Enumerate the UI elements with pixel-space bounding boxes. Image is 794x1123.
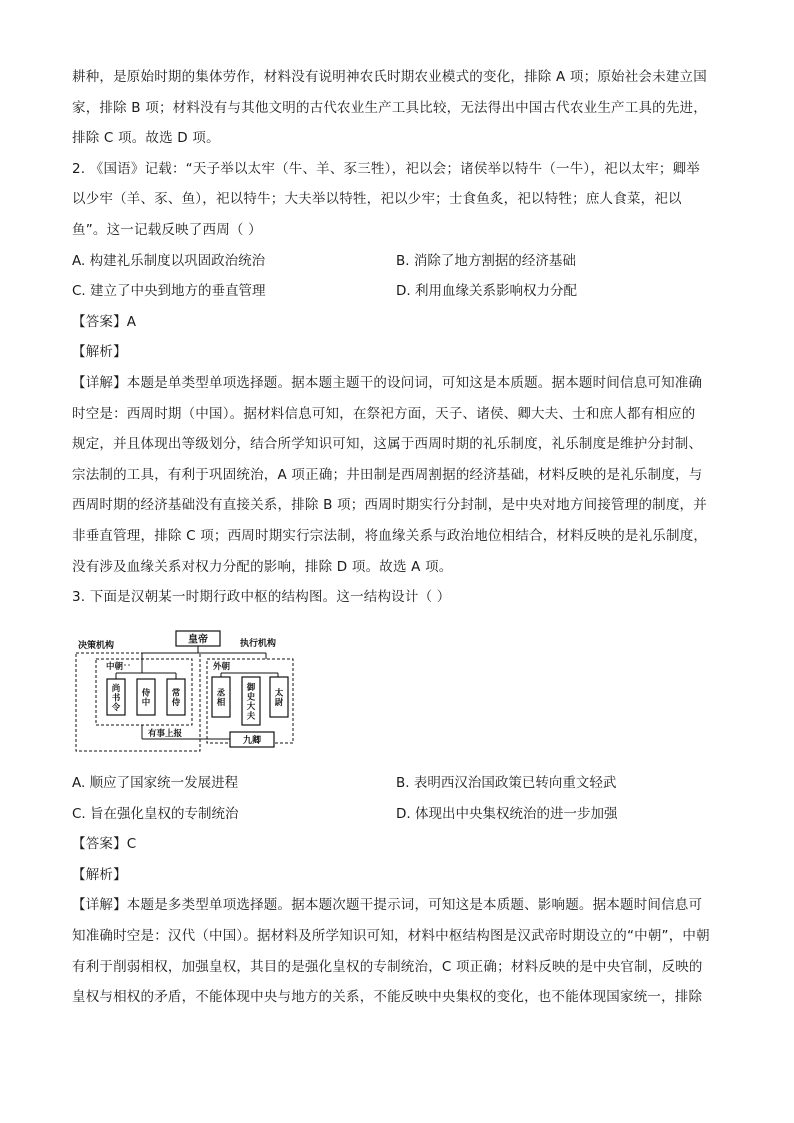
inner-member-label: 书 bbox=[111, 693, 121, 704]
q3-detail-line: 有利于削弱相权，加强皇权，其目的是强化皇权的专制统治，C 项正确；材料反映的是中央官制，反映的 bbox=[72, 958, 703, 975]
q2-option-d: D. 利用血缘关系影响权力分配 bbox=[396, 283, 577, 300]
outer-member-label: 夫 bbox=[246, 711, 256, 722]
q2-stem-line: 以少牢（羊、豕、鱼），祀以特牛；大夫举以特牲，祀以少牢；士食鱼炙，祀以特牲；庶人食菜，祀以 bbox=[72, 191, 682, 208]
inner-member-label: 中 bbox=[141, 698, 151, 708]
q2-stem-line: 鱼”。这一记载反映了西周（ ） bbox=[72, 221, 262, 238]
intro-line: 排除 C 项。故选 D 项。 bbox=[72, 130, 220, 147]
q3-answer: 【答案】C bbox=[72, 836, 137, 853]
outer-member-label: 太 bbox=[274, 688, 284, 699]
outer-court-label: 外朝 bbox=[213, 662, 231, 672]
outer-member-label: 大 bbox=[246, 702, 256, 712]
report-label: 有事上报 bbox=[148, 729, 183, 739]
q2-option-b: B. 消除了地方割据的经济基础 bbox=[396, 252, 576, 269]
q3-option-c: C. 旨在强化皇权的专制统治 bbox=[72, 805, 239, 822]
intro-line: 家，排除 B 项；材料没有与其他文明的古代农业生产工具比较，无法得出中国古代农业生产工具的先进， bbox=[72, 99, 707, 116]
q3-detail-line: 【详解】本题是多类型单项选择题。据本题次题干提示词，可知这是本质题、影响题。据本题时间信息可 bbox=[72, 897, 703, 914]
q3-option-b: B. 表明西汉治国政策已转向重文轻武 bbox=[396, 775, 617, 791]
han-structure-diagram bbox=[72, 627, 308, 757]
outer-member-label: 尉 bbox=[274, 698, 284, 708]
inner-member-label: 常 bbox=[171, 688, 181, 699]
q3-option-row bbox=[72, 768, 727, 799]
exec-org-label: 执行机构 bbox=[240, 639, 277, 649]
nine-ministers-label: 九卿 bbox=[242, 736, 262, 746]
q2-detail-line: 规定，并且体现出等级划分，结合所学知识可知，这属于西周时期的礼乐制度，礼乐制度是维护分封制、 bbox=[72, 436, 703, 453]
q2-option-a: A. 构建礼乐制度以巩固政治统治 bbox=[72, 252, 266, 269]
q2-detail-line: 非垂直管理，排除 C 项；西周时期实行宗法制，将血缘关系与政治地位相结合，材料反映的是礼乐制度， bbox=[72, 527, 708, 544]
outer-member-label: 史 bbox=[246, 692, 256, 703]
inner-member-label: 侍 bbox=[141, 688, 151, 699]
inner-court-label: 中朝 bbox=[106, 662, 124, 672]
q3-option-a: A. 顺应了国家统一发展进程 bbox=[72, 775, 239, 791]
q2-analysis-heading: 【解析】 bbox=[72, 344, 127, 361]
intro-line: 耕种，是原始时期的集体劳作，材料没有说明神农氏时期农业模式的变化，排除 A 项；原始社会未建立国 bbox=[72, 69, 707, 85]
inner-member-label: 令 bbox=[111, 702, 121, 713]
outer-member-label: 相 bbox=[216, 698, 226, 708]
q3-detail-line: 知准确时空是：汉代（中国）。据材料及所学知识可知，材料中枢结构图是汉武帝时期设立的“中朝”，中朝 bbox=[72, 927, 710, 944]
outer-member-label: 丞 bbox=[216, 688, 226, 699]
document-page bbox=[72, 62, 727, 613]
inner-member-label: 尚 bbox=[111, 683, 121, 694]
decision-org-label: 决策机构 bbox=[78, 641, 115, 651]
q2-detail-line: 【详解】本题是单类型单项选择题。据本题主题干的设问词，可知这是本质题。据本题时间信息可知准确 bbox=[72, 374, 703, 391]
q3-option-d: D. 体现出中央集权统治的进一步加强 bbox=[396, 805, 618, 822]
q2-answer: 【答案】A bbox=[72, 313, 137, 330]
q3-stem: 3. 下面是汉朝某一时期行政中枢的结构图。这一结构设计（ ） bbox=[72, 589, 451, 606]
q2-detail-line: 没有涉及血缘关系对权力分配的影响，排除 D 项。故选 A 项。 bbox=[72, 558, 453, 575]
q2-option-row bbox=[72, 246, 727, 277]
q2-detail-line: 时空是：西周时期（中国）。据材料信息可知，在祭祀方面，天子、诸侯、卿大夫、士和庶人都有相应的 bbox=[72, 405, 696, 422]
q2-option-c: C. 建立了中央到地方的垂直管理 bbox=[72, 283, 266, 300]
q3-analysis-heading: 【解析】 bbox=[72, 866, 127, 883]
q3-after-diagram bbox=[72, 768, 727, 1013]
q2-option-row bbox=[72, 276, 727, 307]
q3-detail-line: 皇权与相权的矛盾，不能体现中央与地方的关系，不能反映中央集权的变化，也不能体现国家统一，排除 bbox=[72, 989, 703, 1006]
outer-member-label: 御 bbox=[246, 683, 256, 693]
structure-chart-svg bbox=[72, 627, 308, 757]
q2-detail-line: 宗法制的工具，有利于巩固统治，A 项正确；井田制是西周割据的经济基础，材料反映的是礼乐制度，与 bbox=[72, 466, 703, 483]
emperor-label: 皇帝 bbox=[188, 634, 208, 646]
inner-member-label: 侍 bbox=[171, 698, 181, 708]
q3-option-row bbox=[72, 799, 727, 830]
q2-stem-line: 2. 《国语》记载：“天子举以太牢（牛、羊、豕三牲），祀以会；诸侯举以特牛（一牛），祀以太牢；卿举 bbox=[72, 160, 700, 177]
q2-detail-line: 西周时期的经济基础没有直接关系，排除 B 项；西周时期实行分封制，是中央对地方间接管理的制度，并 bbox=[72, 497, 707, 514]
